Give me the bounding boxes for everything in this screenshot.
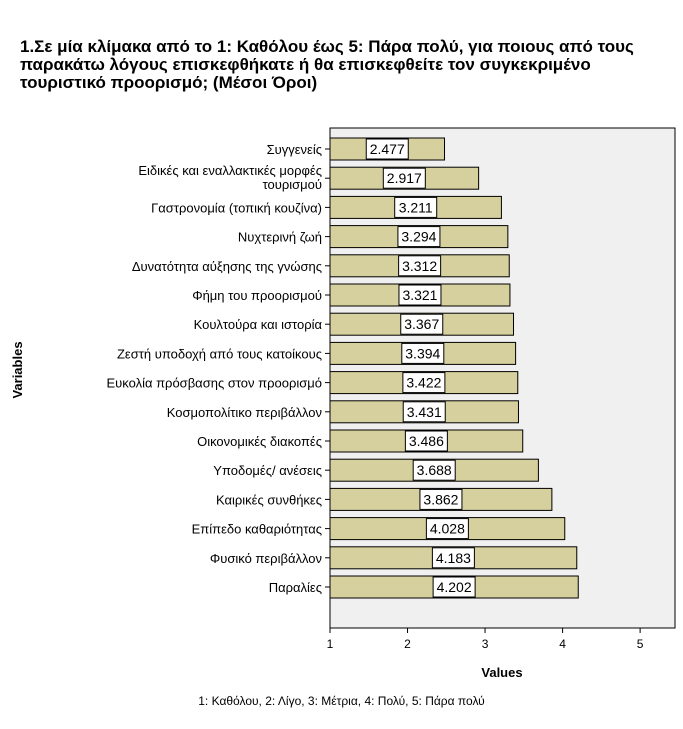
scale-legend-footer: 1: Καθόλου, 2: Λίγο, 3: Μέτρια, 4: Πολύ, 5: Πάρα πολύ: [198, 694, 485, 708]
value-label: 4.028: [429, 520, 465, 537]
x-tick-label: 2: [404, 637, 411, 651]
value-label: 3.211: [398, 199, 433, 216]
value-label: 4.183: [435, 549, 471, 566]
category-label: Ειδικές και εναλλακτικές μορφές τουρισμού: [138, 163, 322, 193]
category-label: Οικονομικές διακοπές: [197, 434, 322, 449]
x-tick-label: 1: [326, 637, 334, 651]
category-label: Γαστρονομία (τοπική κουζίνα): [151, 200, 322, 216]
category-label: Καιρικές συνθήκες: [215, 492, 322, 508]
chart-title: 1.Σε μία κλίμακα από το 1: Καθόλου έως 5: Πάρα πολύ, για ποιους από τους παρακάτω λόγους επισκεφθήκατε ή θα επισκεφθείτε τον συγκεκριμένο τουριστικό προορισμό; (Μέσοι Όροι): [20, 37, 634, 92]
value-label: 3.486: [408, 433, 444, 449]
category-label: Ευκολία πρόσβασης στον προορισμό: [106, 375, 322, 391]
value-label: 2.917: [386, 170, 422, 187]
value-label: 3.321: [402, 287, 438, 303]
value-label: 3.422: [406, 374, 442, 391]
category-label: Συγγενείς: [266, 142, 322, 157]
value-label: 2.477: [369, 141, 405, 157]
value-label: 3.294: [401, 228, 437, 245]
category-label: Φυσικό περιβάλλον: [209, 550, 322, 566]
category-label: Υποδομές/ ανέσεις: [213, 463, 322, 479]
x-axis-label: Values: [481, 665, 523, 680]
value-label: 3.312: [402, 257, 438, 274]
category-label: Ζεστή υποδοχή από τους κατοίκους: [116, 346, 322, 362]
category-label: Κοσμοπολίτικο περιβάλλον: [166, 404, 322, 420]
x-tick-label: 4: [559, 637, 566, 651]
category-label: Κουλτούρα και ιστορία: [193, 317, 322, 333]
value-label: 3.367: [404, 316, 440, 333]
category-label: Παραλίες: [268, 580, 322, 595]
category-label: Επίπεδο καθαριότητας: [191, 521, 322, 537]
y-axis-label: Variables: [10, 341, 25, 399]
category-label: Δυνατότητα αύξησης της γνώσης: [131, 258, 322, 274]
x-tick-label: 5: [636, 637, 644, 651]
category-label: Νυχτερινή ζωή: [237, 229, 322, 245]
value-label: 3.688: [416, 462, 452, 479]
value-label: 3.862: [423, 491, 459, 508]
value-label: 4.202: [436, 579, 472, 595]
x-tick-label: 3: [481, 637, 489, 651]
value-label: 3.394: [405, 345, 441, 362]
category-label: Φήμη του προορισμού: [192, 288, 322, 303]
value-label: 3.431: [406, 403, 442, 420]
